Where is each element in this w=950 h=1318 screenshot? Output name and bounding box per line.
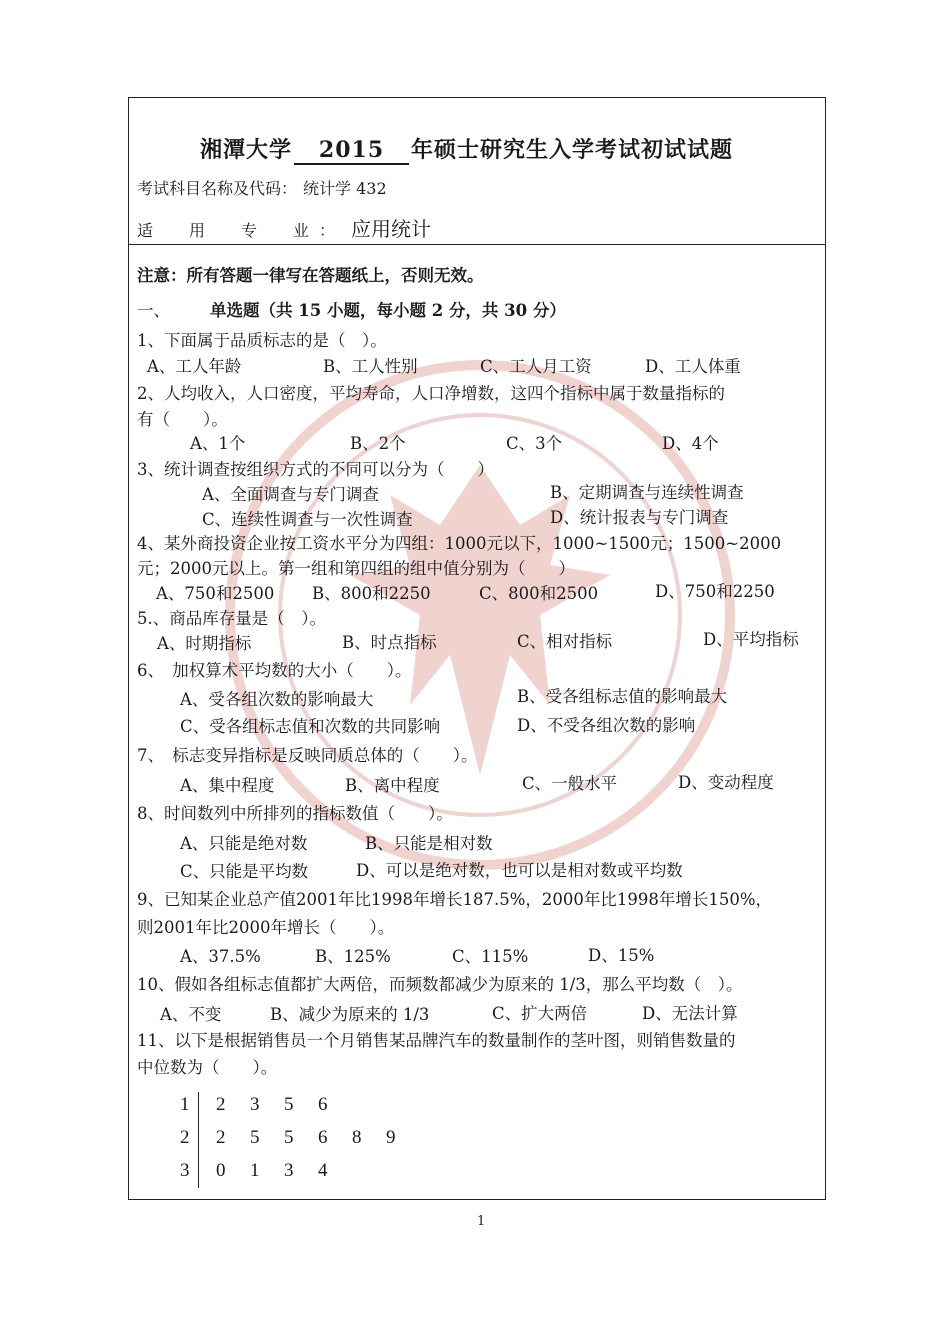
exam-title <box>200 133 733 165</box>
q4-option-c: C、800和2500 <box>479 584 599 603</box>
leaf-value: 2 <box>216 1094 226 1115</box>
major-value: 应用统计 <box>351 217 432 241</box>
leaf-value: 5 <box>284 1127 294 1148</box>
major-row <box>137 213 431 242</box>
question-2-stem-line1: 2、人均收入，人口密度，平均寿命，人口净增数，这四个指标中属于数量指标的 <box>137 384 725 403</box>
q10-option-c: C、扩大两倍 <box>492 1004 588 1023</box>
stem-leaf-row <box>180 1127 420 1149</box>
title-suffix: 年硕士研究生入学考试初试试题 <box>411 137 734 163</box>
q7-option-c: C、一般水平 <box>522 774 618 793</box>
question-6-stem: 6、 加权算术平均数的大小（ ）。 <box>137 661 412 680</box>
q2-option-b: B、2个 <box>350 434 406 453</box>
question-1-stem: 1、下面属于品质标志的是（ ）。 <box>137 331 387 350</box>
question-3-stem: 3、统计调查按组织方式的不同可以分为（ ） <box>137 460 494 479</box>
q8-option-d: D、可以是绝对数，也可以是相对数或平均数 <box>356 861 683 880</box>
q3-option-d: D、统计报表与专门调查 <box>550 508 729 527</box>
subject-value: 统计学 432 <box>303 179 387 198</box>
q8-option-c: C、只能是平均数 <box>180 862 309 881</box>
q5-option-c: C、相对指标 <box>517 632 613 651</box>
header-divider <box>128 244 826 245</box>
question-11-stem-line1: 11、以下是根据销售员一个月销售某品牌汽车的数量制作的茎叶图，则销售数量的 <box>137 1031 736 1050</box>
stem-leaf-row <box>180 1160 352 1182</box>
q10-option-d: D、无法计算 <box>642 1004 738 1023</box>
question-5-stem: 5.、商品库存量是（ ）。 <box>137 609 326 628</box>
q6-option-b: B、受各组标志值的影响最大 <box>517 687 728 706</box>
stem-value: 1 <box>180 1094 190 1115</box>
q9-option-b: B、125% <box>315 947 391 966</box>
q4-option-d: D、750和2250 <box>655 582 775 601</box>
section-heading <box>137 297 566 321</box>
stem-leaf-row <box>180 1094 352 1116</box>
question-9-stem-line1: 9、已知某企业总产值2001年比1998年增长187.5%，2000年比1998年增长150%， <box>137 890 773 909</box>
notice-text: 注意：所有答题一律写在答题纸上，否则无效。 <box>137 266 484 285</box>
leaf-value: 5 <box>250 1127 260 1148</box>
section-title: 单选题（共 15 小题，每小题 2 分，共 30 分） <box>210 301 566 320</box>
q9-option-d: D、15% <box>588 946 655 965</box>
leaf-value: 4 <box>318 1160 328 1181</box>
subject-row <box>137 176 387 199</box>
stem-value: 2 <box>180 1127 190 1148</box>
question-9-stem-line2: 则2001年比2000年增长（ ）。 <box>137 918 395 937</box>
q2-option-c: C、3个 <box>506 434 563 453</box>
leaf-value: 9 <box>386 1127 396 1148</box>
subject-label: 考试科目名称及代码： <box>137 179 298 198</box>
question-10-stem: 10、假如各组标志值都扩大两倍，而频数都减少为原来的 1/3，那么平均数（ ）。 <box>137 975 743 994</box>
q7-option-b: B、离中程度 <box>345 776 440 795</box>
q3-option-c: C、连续性调查与一次性调查 <box>202 510 413 529</box>
leaf-value: 6 <box>318 1094 328 1115</box>
question-11-stem-line2: 中位数为（ ）。 <box>137 1058 278 1077</box>
question-4-stem-line2: 元；2000元以上。第一组和第四组的组中值分别为（ ） <box>137 559 575 578</box>
stem-value: 3 <box>180 1160 190 1181</box>
exam-year: 2015 <box>294 137 409 165</box>
q1-option-b: B、工人性别 <box>323 357 418 376</box>
q7-option-a: A、集中程度 <box>180 776 275 795</box>
leaf-value: 5 <box>284 1094 294 1115</box>
leaf-value: 8 <box>352 1127 362 1148</box>
q8-option-b: B、只能是相对数 <box>365 834 493 853</box>
question-2-stem-line2: 有（ ）。 <box>137 410 228 429</box>
q1-option-c: C、工人月工资 <box>480 357 592 376</box>
q4-option-b: B、800和2250 <box>312 584 431 603</box>
leaf-value: 3 <box>284 1160 294 1181</box>
q6-option-d: D、不受各组次数的影响 <box>517 716 696 735</box>
q2-option-a: A、1个 <box>190 434 246 453</box>
q1-option-d: D、工人体重 <box>645 357 741 376</box>
q8-option-a: A、只能是绝对数 <box>180 834 308 853</box>
q3-option-b: B、定期调查与连续性调查 <box>550 483 744 502</box>
q4-option-a: A、750和2500 <box>156 584 275 603</box>
leaf-value: 3 <box>250 1094 260 1115</box>
page-number: 1 <box>477 1214 486 1229</box>
q10-option-b: B、减少为原来的 1/3 <box>270 1005 430 1024</box>
q1-option-a: A、工人年龄 <box>147 357 242 376</box>
question-4-stem-line1: 4、某外商投资企业按工资水平分为四组：1000元以下，1000~1500元；1500~2000 <box>137 534 782 553</box>
university-name: 湘潭大学 <box>200 137 293 163</box>
leaf-value: 0 <box>216 1160 226 1181</box>
q9-option-c: C、115% <box>452 947 529 966</box>
q6-option-c: C、受各组标志值和次数的共同影响 <box>180 717 441 736</box>
q3-option-a: A、全面调查与专门调查 <box>202 485 379 504</box>
section-number: 一、 <box>137 301 170 320</box>
q9-option-a: A、37.5% <box>180 947 261 966</box>
q6-option-a: A、受各组次数的影响最大 <box>180 690 374 709</box>
q10-option-a: A、不变 <box>160 1005 222 1024</box>
leaf-value: 2 <box>216 1127 226 1148</box>
question-8-stem: 8、时间数列中所排列的指标数值（ ）。 <box>137 804 453 823</box>
q7-option-d: D、变动程度 <box>678 773 774 792</box>
q5-option-d: D、平均指标 <box>703 630 799 649</box>
q5-option-b: B、时点指标 <box>342 633 437 652</box>
q2-option-d: D、4个 <box>662 434 719 453</box>
q5-option-a: A、时期指标 <box>157 634 252 653</box>
question-7-stem: 7、 标志变异指标是反映同质总体的（ ）。 <box>137 746 478 765</box>
leaf-value: 1 <box>250 1160 260 1181</box>
major-label: 适 用 专 业： <box>137 221 346 240</box>
leaf-value: 6 <box>318 1127 328 1148</box>
